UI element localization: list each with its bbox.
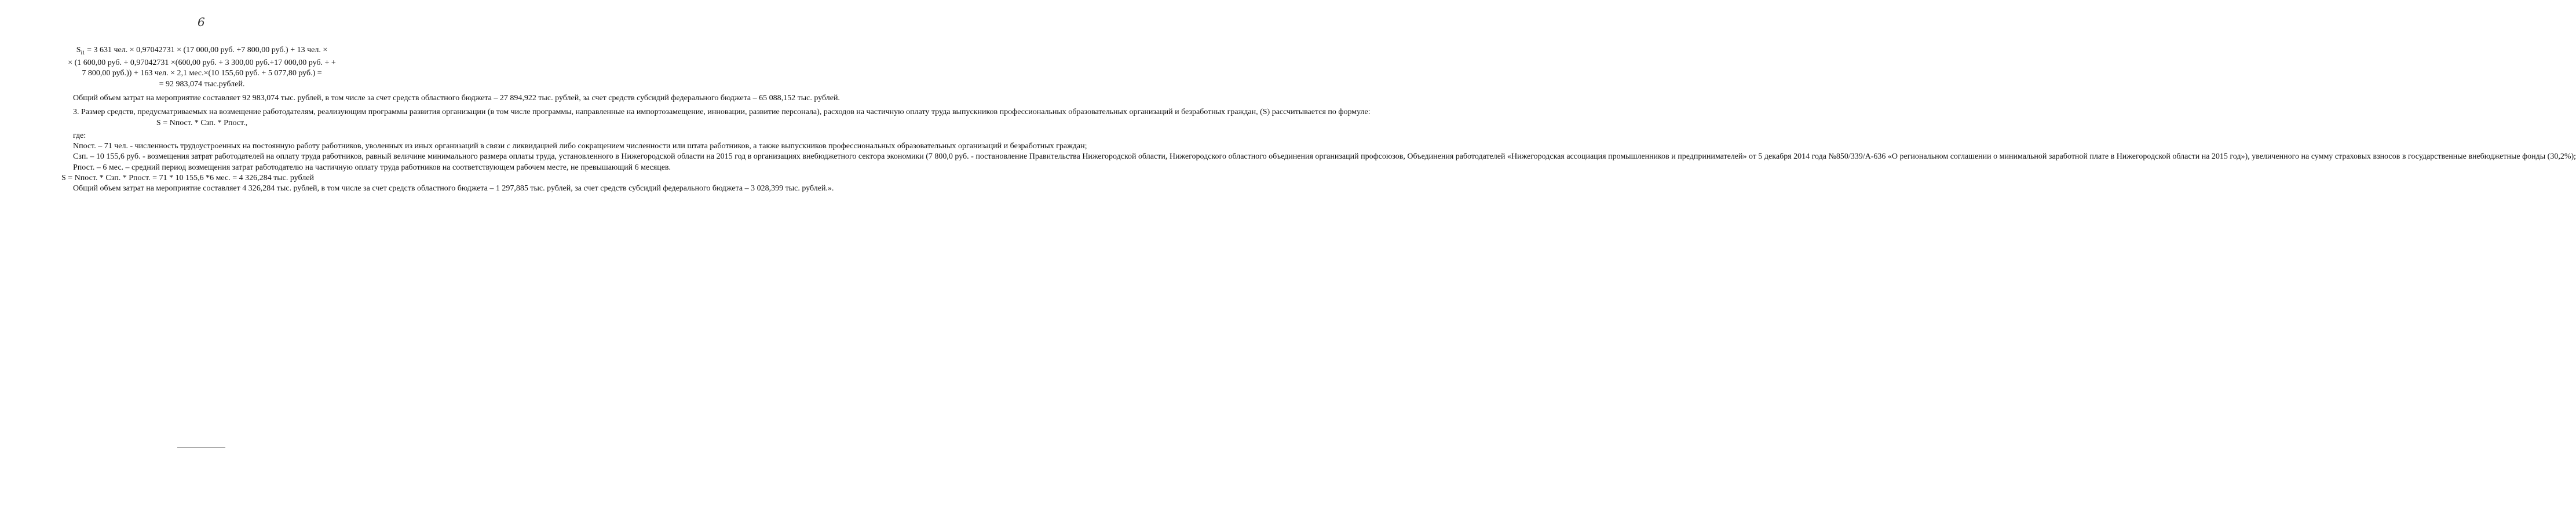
page-number: 6 bbox=[198, 15, 205, 29]
formula-si1-line1-rest: = 3 631 чел. × 0,97042731 × (17 000,00 руб. +7 800,00 руб.) + 13 чел. × bbox=[85, 46, 328, 54]
formula-si1-line1 bbox=[56, 45, 348, 58]
formula-s: S = Nпост. * Сзп. * Рпост., bbox=[156, 118, 248, 127]
definition-p: Рпост. – 6 мес. – средний период возмещения затрат работодателю на частичную оплату труда работников на соответствующем рабочем месте, не превышающий 6 месяцев. bbox=[73, 163, 671, 172]
formula-si1-line4: = 92 983,074 тыс.рублей. bbox=[159, 79, 245, 89]
formula-si1-label: S bbox=[76, 46, 81, 54]
paragraph-total-cost-1: Общий объем затрат на мероприятие составляет 92 983,074 тыс. рублей, в том числе за счет средств областного бюджета – 27 894,922 тыс. рублей, за счет средств субсидий федерального бюджета – 65 088,152 тыс. рублей. bbox=[73, 93, 840, 102]
paragraph-total-cost-2: Общий объем затрат на мероприятие составляет 4 326,284 тыс. рублей, в том числе за счет средств областного бюджета – 1 297,885 тыс. рублей, за счет средств субсидий федерального бюджета – 3 028,399 тыс. рублей.». bbox=[73, 184, 834, 193]
formula-s-calculation: S = Nпост. * Сзп. * Рпост. = 71 * 10 155,6 *6 мес. = 4 326,284 тыс. рублей bbox=[61, 174, 314, 183]
paragraph-item-3: 3. Размер средств, предусматриваемых на возмещение работодателям, реализующим программы развития организации (в том числе программы, направленные на импортозамещение, инновации, развитие персонала), расходов на частичную оплату труда выпускников профессиональных образовательных организаций и безработных граждан, (S) рассчитывается по формуле: bbox=[73, 108, 1371, 117]
where-label: где: bbox=[73, 131, 86, 140]
definition-c: Сзп. – 10 155,6 руб. - возмещения затрат работодателей на оплату труда работников, равный величине минимального размера оплаты труда, установленного в Нижегородской области на 2015 год в организациях внебюджетного сектора экономики (7 800,0 руб. - постановление Правительства Нижегородской области, Нижегородского областного объединения организаций профсоюзов, Объединения работодателей «Нижегородская ассоциация промышленников и предпринимателей» от 5 декабря 2014 года №850/339/А-636 «О региональном соглашении о минимальной заработной плате в Нижегородской области на 2015 год»), увеличенного на сумму страховых взносов в государственные внебюджетные фонды (30,2%); bbox=[73, 152, 2576, 162]
formula-si1-line2: × (1 600,00 руб. + 0,97042731 ×(600,00 руб. + 3 300,00 руб.+17 000,00 руб. + + bbox=[68, 58, 336, 68]
formula-si1-subscript: i1 bbox=[81, 49, 85, 56]
definition-n: Nпост. – 71 чел. - численность трудоустроенных на постоянную работу работников, уволенных из иных организаций в связи с ликвидацией либо сокращением численности или штата работников, а также выпускников профессиональных образовательных организаций и безработных граждан; bbox=[73, 142, 1087, 151]
formula-si1-line3: 7 800,00 руб.)) + 163 чел. × 2,1 мес.×(10 155,60 руб. + 5 077,80 руб.) = bbox=[82, 69, 322, 78]
formula-si1 bbox=[56, 45, 2576, 195]
